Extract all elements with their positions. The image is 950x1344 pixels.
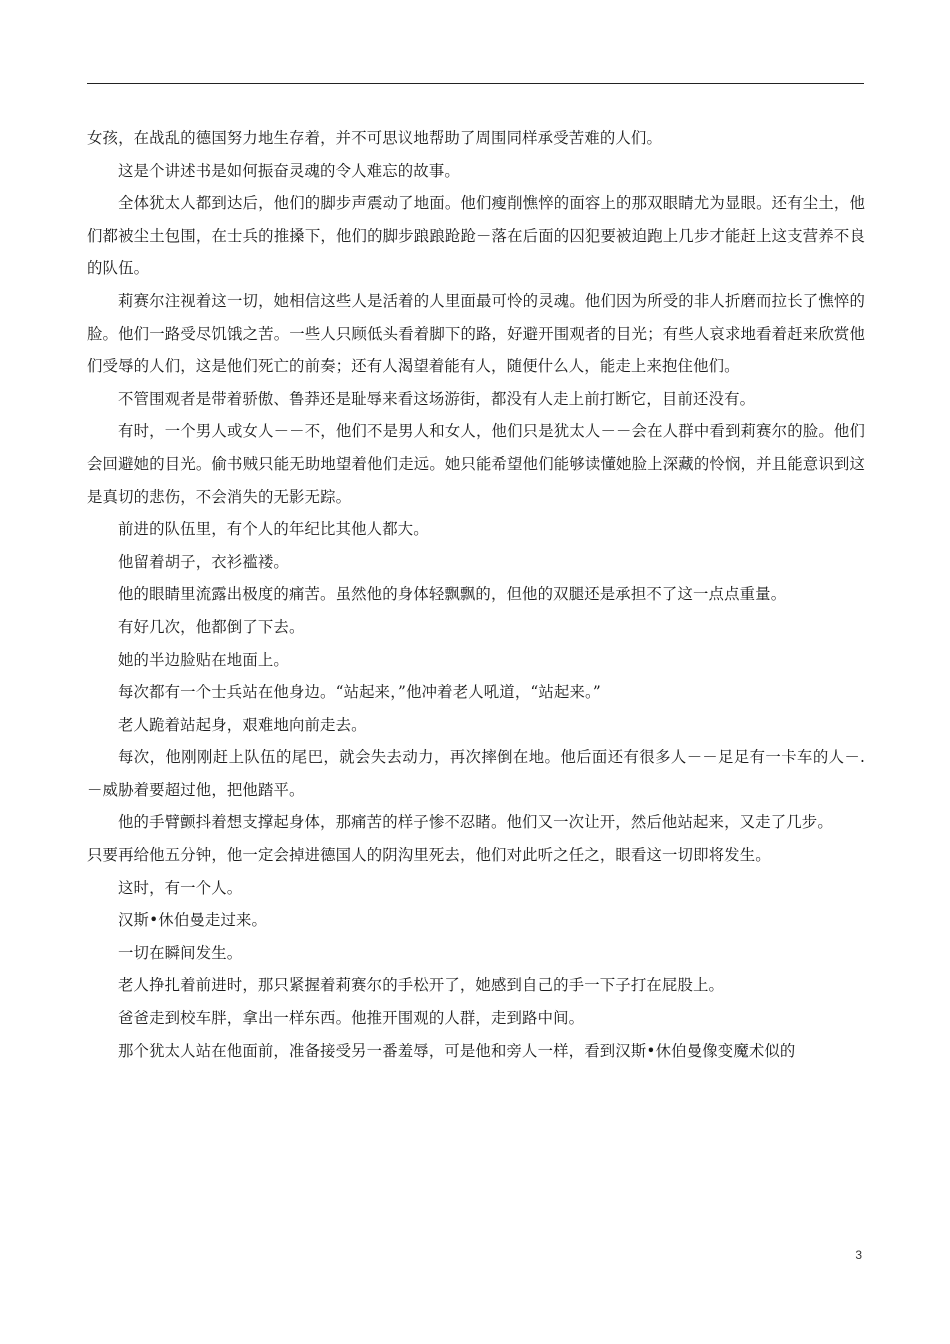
header-rule — [87, 83, 864, 84]
paragraph: 不管围观者是带着骄傲、鲁莽还是耻辱来看这场游街，都没有人走上前打断它，目前还没有。 — [118, 389, 756, 408]
paragraph: 他的手臂颤抖着想支撑起身体，那痛苦的样子惨不忍睹。他们又一次让开，然后他站起来，又走了几步。 — [118, 813, 833, 832]
paragraph: 每次，他刚刚赶上队伍的尾巴，就会失去动力，再次摔倒在地。他后面还有很多人－－足足有一卡车的人－.－威胁着要超过他，把他踏平。 — [87, 748, 865, 799]
paragraph: 这时，有一个人。 — [118, 878, 243, 897]
paragraph: 他留着胡子，衣衫褴褛。 — [118, 552, 289, 571]
paragraph: 一切在瞬间发生。 — [118, 943, 243, 962]
paragraph: 他的眼睛里流露出极度的痛苦。虽然他的身体轻飘飘的，但他的双腿还是承担不了这一点点重量。 — [118, 585, 787, 604]
paragraph: 前进的队伍里，有个人的年纪比其他人都大。 — [118, 520, 429, 539]
paragraph: 只要再给他五分钟，他一定会掉进德国人的阴沟里死去，他们对此听之任之，眼看这一切即将发生。 — [87, 846, 771, 865]
paragraph: 莉赛尔注视着这一切，她相信这些人是活着的人里面最可怜的灵魂。他们因为所受的非人折磨而拉长了憔悴的脸。他们一路受尽饥饿之苦。一些人只顾低头看着脚下的路，好避开围观者的目光；有些人哀求地看着赶来欣赏他们受辱的人们，这是他们死亡的前奏；还有人渴望着能有人，随便什么人，能走上来抱住他们。 — [87, 291, 865, 376]
document-body — [87, 122, 865, 1067]
paragraph: 她的半边脸贴在地面上。 — [118, 650, 289, 669]
paragraph: 老人跪着站起身，艰难地向前走去。 — [118, 715, 367, 734]
paragraph: 那个犹太人站在他面前，准备接受另一番羞辱，可是他和旁人一样，看到汉斯•休伯曼像变魔术似的 — [118, 1041, 796, 1060]
page-number: 3 — [855, 1248, 862, 1262]
paragraph: 这是个讲述书是如何振奋灵魂的令人难忘的故事。 — [118, 161, 460, 180]
paragraph: 老人挣扎着前进时，那只紧握着莉赛尔的手松开了，她感到自己的手一下子打在屁股上。 — [118, 976, 725, 995]
paragraph: 有时，一个男人或女人－－不，他们不是男人和女人，他们只是犹太人－－会在人群中看到莉赛尔的脸。他们会回避她的目光。偷书贼只能无助地望着他们走远。她只能希望他们能够读懂她脸上深藏的怜悯，并且能意识到这是真切的悲伤，不会消失的无影无踪。 — [87, 422, 865, 506]
paragraph: 每次都有一个士兵站在他身边。“站起来，”他冲着老人吼道，“站起来。” — [118, 683, 601, 702]
paragraph: 有好几次，他都倒了下去。 — [118, 617, 305, 636]
paragraph: 汉斯•休伯曼走过来。 — [118, 911, 268, 930]
paragraph: 女孩，在战乱的德国努力地生存着，并不可思议地帮助了周围同样承受苦难的人们。 — [87, 129, 663, 147]
paragraph: 爸爸走到校车胖，拿出一样东西。他推开围观的人群，走到路中间。 — [118, 1009, 585, 1028]
paragraph: 全体犹太人都到达后，他们的脚步声震动了地面。他们瘦削憔悴的面容上的那双眼睛尤为显眼。还有尘土，他们都被尘土包围，在士兵的推搡下，他们的脚步踉踉跄跄－落在后面的囚犯要被迫跑上几步才能赶上这支营养不良的队伍。 — [87, 194, 865, 278]
